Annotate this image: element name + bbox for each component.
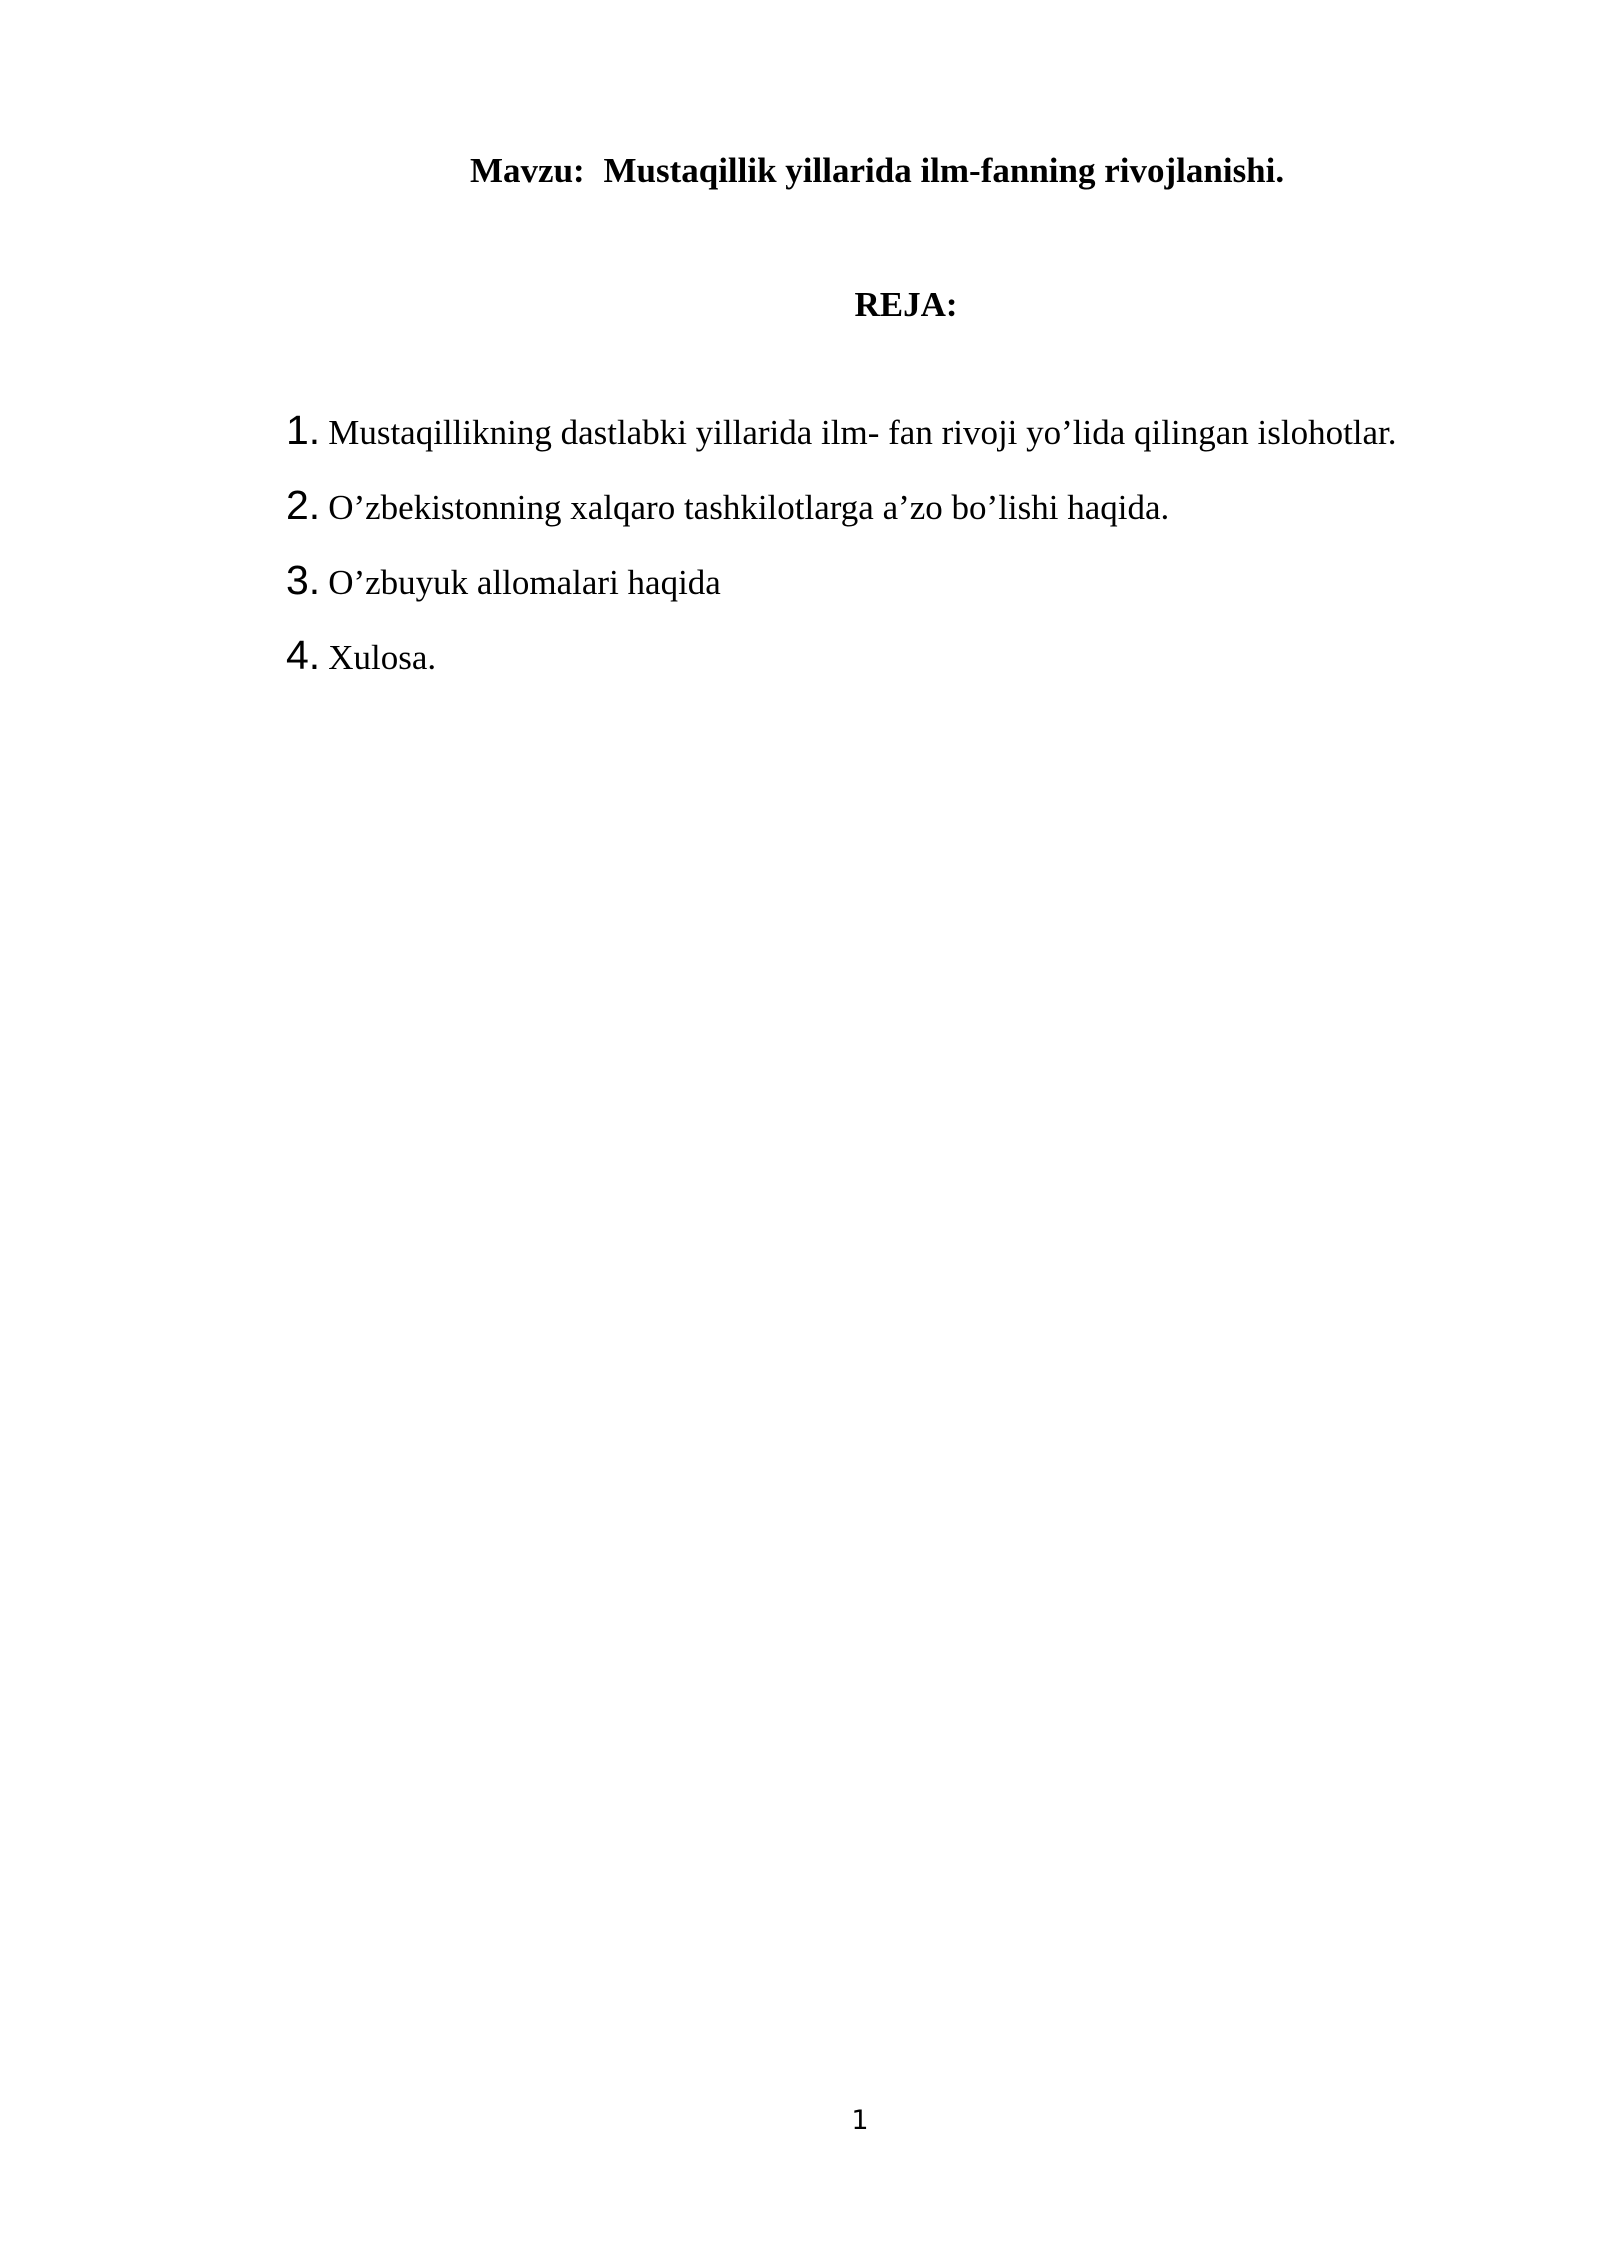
- plan-item-text: Mustaqillikning dastlabki yillarida ilm- fan rivoji yo’lida qilingan islohotlar.: [328, 413, 1397, 452]
- plan-item-text: O’zbuyuk allomalari haqida: [328, 563, 721, 602]
- plan-item: [286, 632, 1397, 710]
- document-title: [470, 150, 1284, 192]
- plan-item-text: O’zbekistonning xalqaro tashkilotlarga a’zo bo’lishi haqida.: [328, 488, 1170, 527]
- plan-item-number: 3.: [286, 557, 321, 603]
- plan-item-number: 1.: [286, 407, 321, 453]
- page-number: 1: [851, 2105, 869, 2136]
- plan-item: [286, 407, 1397, 485]
- plan-item-number: 4.: [286, 632, 321, 678]
- title-prefix: Mavzu:: [470, 151, 585, 190]
- title-topic: Mustaqillik yillarida ilm-fanning rivojlanishi.: [603, 151, 1285, 190]
- plan-item-number: 2.: [286, 482, 321, 528]
- plan-heading: REJA:: [854, 285, 958, 324]
- plan-item: [286, 557, 1397, 635]
- plan-item: [286, 482, 1397, 560]
- plan-item-text: Xulosa.: [328, 638, 437, 677]
- plan-list: [286, 407, 1397, 710]
